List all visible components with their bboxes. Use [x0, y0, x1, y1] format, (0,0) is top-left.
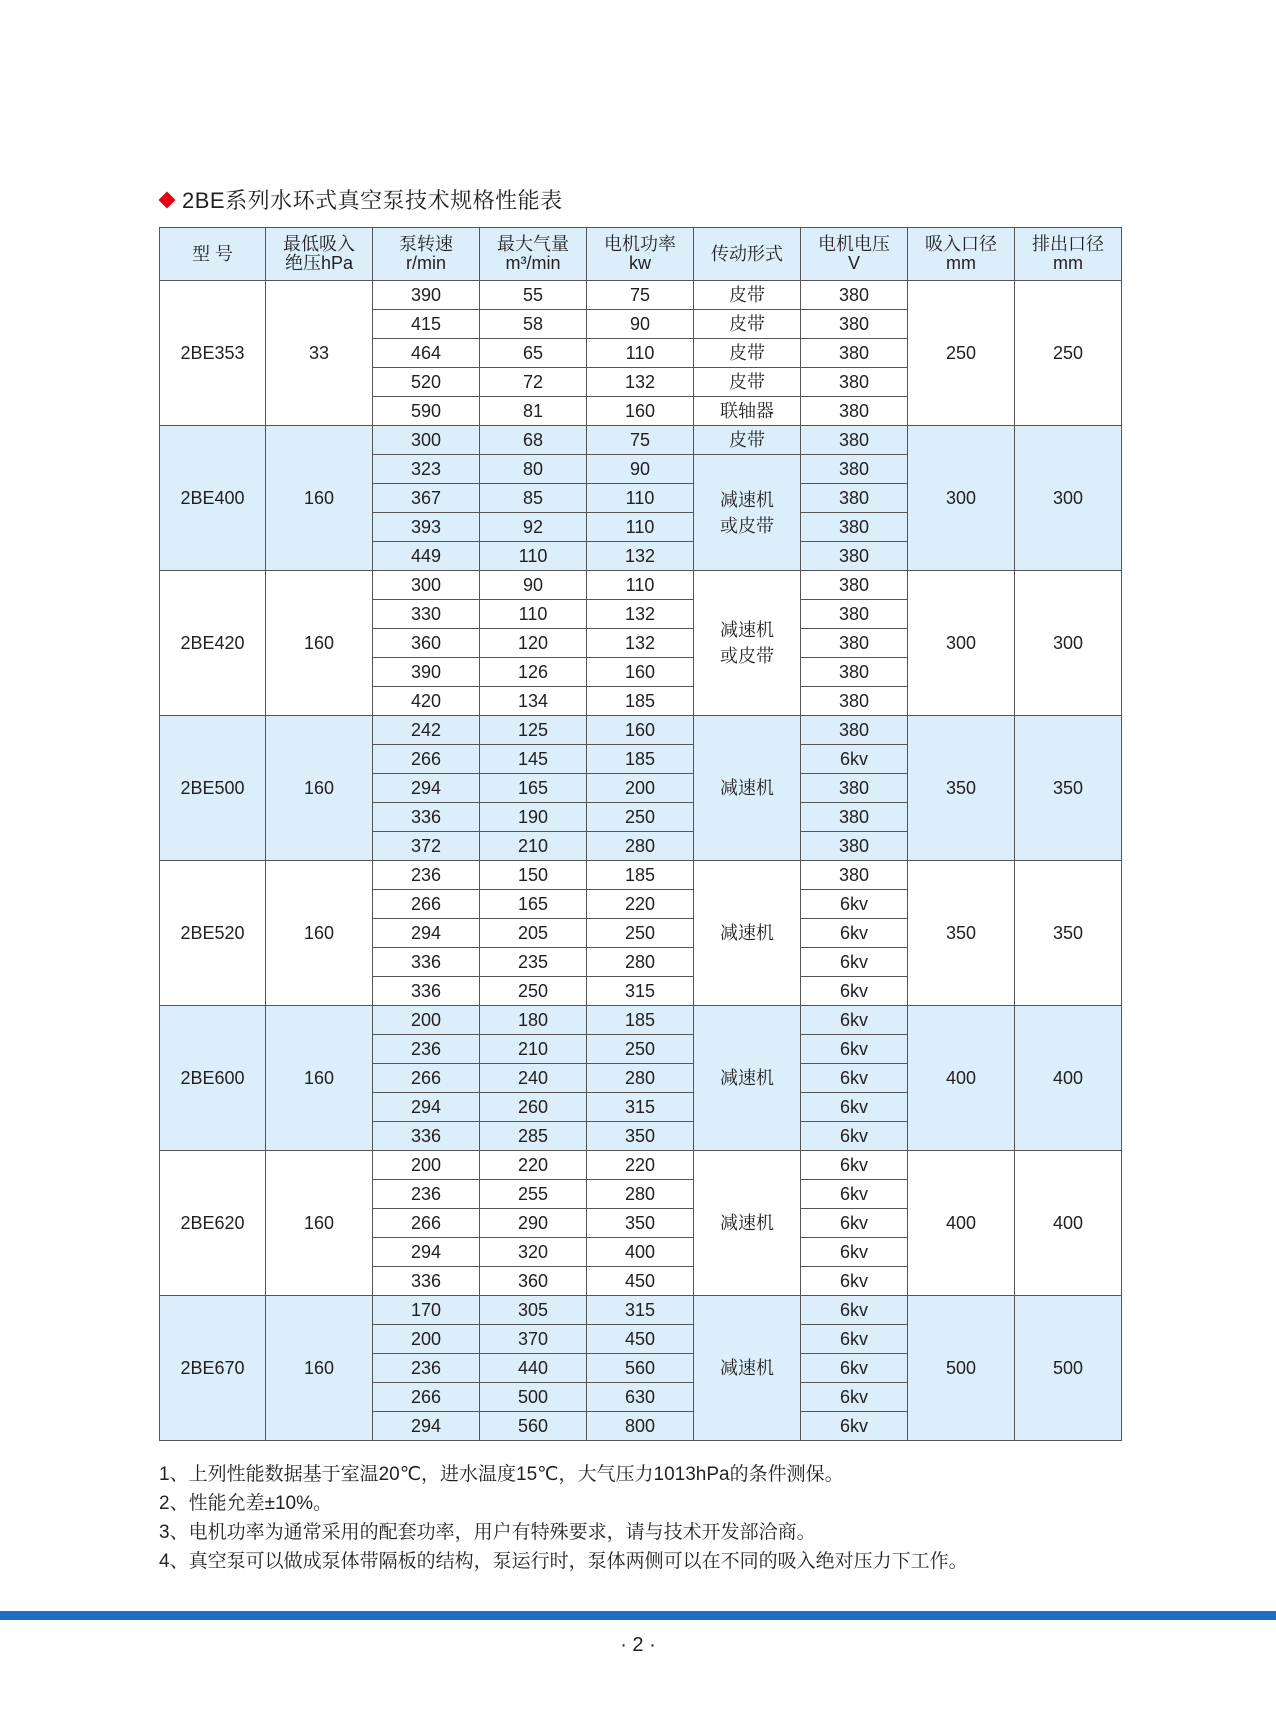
- cell-voltage: 380: [801, 513, 908, 542]
- cell-power: 185: [587, 745, 694, 774]
- cell-flow: 360: [480, 1267, 587, 1296]
- cell-model: 2BE400: [160, 426, 266, 571]
- note-item: 2、性能允差±10%。: [159, 1493, 333, 1514]
- cell-voltage: 380: [801, 629, 908, 658]
- cell-speed: 236: [373, 861, 480, 890]
- cell-voltage: 6kv: [801, 1238, 908, 1267]
- cell-flow: 55: [480, 281, 587, 310]
- model-group: [160, 281, 1122, 426]
- cell-pressure: 160: [266, 1006, 373, 1151]
- cell-speed: 336: [373, 948, 480, 977]
- cell-power: 110: [587, 513, 694, 542]
- cell-drive: [694, 716, 801, 861]
- cell-outlet: 500: [1015, 1296, 1122, 1441]
- cell-voltage: 380: [801, 687, 908, 716]
- cell-voltage: 380: [801, 803, 908, 832]
- header-outlet: 排出口径 mm: [1015, 228, 1122, 281]
- cell-inlet: 400: [908, 1151, 1015, 1296]
- cell-voltage: 380: [801, 484, 908, 513]
- cell-flow: 370: [480, 1325, 587, 1354]
- cell-voltage: 380: [801, 542, 908, 571]
- cell-power: 315: [587, 1093, 694, 1122]
- cell-voltage: 6kv: [801, 919, 908, 948]
- cell-speed: 336: [373, 977, 480, 1006]
- cell-flow: 150: [480, 861, 587, 890]
- cell-flow: 126: [480, 658, 587, 687]
- cell-voltage: 6kv: [801, 1180, 908, 1209]
- cell-outlet: 400: [1015, 1006, 1122, 1151]
- cell-voltage: 6kv: [801, 1122, 908, 1151]
- cell-inlet: 250: [908, 281, 1015, 426]
- cell-drive: [694, 1296, 801, 1441]
- cell-voltage: 6kv: [801, 1267, 908, 1296]
- cell-model: 2BE620: [160, 1151, 266, 1296]
- cell-speed: 294: [373, 1093, 480, 1122]
- header-voltage: 电机电压 V: [801, 228, 908, 281]
- cell-outlet: 300: [1015, 571, 1122, 716]
- cell-speed: 200: [373, 1325, 480, 1354]
- cell-inlet: 500: [908, 1296, 1015, 1441]
- cell-flow: 165: [480, 890, 587, 919]
- cell-voltage: 6kv: [801, 1354, 908, 1383]
- cell-voltage: 380: [801, 861, 908, 890]
- cell-power: 185: [587, 861, 694, 890]
- cell-voltage: 380: [801, 571, 908, 600]
- table-row: [160, 281, 1122, 310]
- cell-inlet: 350: [908, 861, 1015, 1006]
- drive-line: 减速机: [720, 1358, 774, 1378]
- cell-drive: 联轴器: [694, 397, 801, 426]
- cell-power: 220: [587, 890, 694, 919]
- cell-speed: 266: [373, 745, 480, 774]
- spec-table: [159, 227, 1122, 1441]
- cell-flow: 68: [480, 426, 587, 455]
- cell-power: 200: [587, 774, 694, 803]
- cell-flow: 305: [480, 1296, 587, 1325]
- cell-voltage: 6kv: [801, 1383, 908, 1412]
- drive-line: 或皮带: [720, 515, 774, 536]
- note-item: 1、上列性能数据基于室温20℃，进水温度15℃，大气压力1013hPa的条件测保。: [159, 1464, 844, 1485]
- cell-power: 250: [587, 803, 694, 832]
- cell-flow: 560: [480, 1412, 587, 1441]
- cell-inlet: 300: [908, 426, 1015, 571]
- cell-drive: [694, 455, 801, 571]
- cell-voltage: 6kv: [801, 1296, 908, 1325]
- model-group: [160, 1296, 1122, 1441]
- cell-model: 2BE420: [160, 571, 266, 716]
- header-pressure: 最低吸入 绝压hPa: [266, 228, 373, 281]
- model-group: [160, 716, 1122, 861]
- cell-power: 450: [587, 1267, 694, 1296]
- cell-voltage: 380: [801, 397, 908, 426]
- cell-power: 315: [587, 1296, 694, 1325]
- cell-outlet: 300: [1015, 426, 1122, 571]
- cell-pressure: 160: [266, 426, 373, 571]
- cell-voltage: 6kv: [801, 1006, 908, 1035]
- cell-flow: 290: [480, 1209, 587, 1238]
- cell-flow: 80: [480, 455, 587, 484]
- table-title: [158, 184, 563, 215]
- cell-flow: 440: [480, 1354, 587, 1383]
- cell-voltage: 6kv: [801, 977, 908, 1006]
- cell-power: 280: [587, 1180, 694, 1209]
- table-row: [160, 1151, 1122, 1180]
- cell-speed: 236: [373, 1180, 480, 1209]
- cell-voltage: 380: [801, 339, 908, 368]
- header-speed: 泵转速 r/min: [373, 228, 480, 281]
- cell-speed: 464: [373, 339, 480, 368]
- cell-voltage: 380: [801, 774, 908, 803]
- cell-voltage: 380: [801, 600, 908, 629]
- cell-power: 160: [587, 397, 694, 426]
- cell-voltage: 380: [801, 658, 908, 687]
- cell-speed: 266: [373, 890, 480, 919]
- cell-speed: 415: [373, 310, 480, 339]
- cell-power: 315: [587, 977, 694, 1006]
- cell-speed: 266: [373, 1209, 480, 1238]
- cell-flow: 72: [480, 368, 587, 397]
- table-row: [160, 716, 1122, 745]
- cell-flow: 180: [480, 1006, 587, 1035]
- header-model: 型 号: [160, 228, 266, 281]
- cell-model: 2BE670: [160, 1296, 266, 1441]
- cell-power: 132: [587, 600, 694, 629]
- cell-flow: 145: [480, 745, 587, 774]
- cell-power: 185: [587, 687, 694, 716]
- notes: [159, 1460, 968, 1576]
- cell-drive: [694, 1006, 801, 1151]
- cell-power: 280: [587, 948, 694, 977]
- cell-drive: 皮带: [694, 339, 801, 368]
- cell-speed: 590: [373, 397, 480, 426]
- cell-speed: 236: [373, 1035, 480, 1064]
- cell-voltage: 6kv: [801, 1412, 908, 1441]
- cell-pressure: 160: [266, 1151, 373, 1296]
- cell-outlet: 350: [1015, 716, 1122, 861]
- cell-power: 280: [587, 832, 694, 861]
- cell-drive: 皮带: [694, 368, 801, 397]
- cell-power: 90: [587, 310, 694, 339]
- cell-speed: 336: [373, 803, 480, 832]
- cell-speed: 242: [373, 716, 480, 745]
- cell-flow: 110: [480, 600, 587, 629]
- cell-flow: 210: [480, 1035, 587, 1064]
- table-header-row: [160, 228, 1122, 281]
- cell-voltage: 6kv: [801, 1209, 908, 1238]
- model-group: [160, 861, 1122, 1006]
- cell-power: 90: [587, 455, 694, 484]
- drive-line: 或皮带: [720, 646, 774, 666]
- cell-voltage: 380: [801, 716, 908, 745]
- cell-speed: 200: [373, 1151, 480, 1180]
- cell-speed: 294: [373, 1412, 480, 1441]
- cell-drive: [694, 571, 801, 716]
- table-title-text: 2BE系列水环式真空泵技术规格性能表: [182, 188, 563, 213]
- cell-power: 75: [587, 426, 694, 455]
- cell-flow: 240: [480, 1064, 587, 1093]
- header-drive: 传动形式: [694, 228, 801, 281]
- cell-power: 110: [587, 339, 694, 368]
- cell-pressure: 33: [266, 281, 373, 426]
- drive-line: 减速机: [720, 489, 774, 510]
- cell-power: 280: [587, 1064, 694, 1093]
- cell-drive: 皮带: [694, 281, 801, 310]
- table-row: [160, 571, 1122, 600]
- cell-power: 110: [587, 484, 694, 513]
- cell-power: 132: [587, 629, 694, 658]
- note-item: 4、真空泵可以做成泵体带隔板的结构，泵运行时，泵体两侧可以在不同的吸入绝对压力下工作。: [159, 1551, 968, 1572]
- cell-flow: 110: [480, 542, 587, 571]
- cell-voltage: 6kv: [801, 1064, 908, 1093]
- cell-power: 75: [587, 281, 694, 310]
- cell-voltage: 380: [801, 310, 908, 339]
- cell-power: 160: [587, 658, 694, 687]
- cell-flow: 120: [480, 629, 587, 658]
- cell-speed: 520: [373, 368, 480, 397]
- cell-model: 2BE600: [160, 1006, 266, 1151]
- cell-voltage: 6kv: [801, 745, 908, 774]
- cell-pressure: 160: [266, 571, 373, 716]
- cell-speed: 170: [373, 1296, 480, 1325]
- table-row: [160, 861, 1122, 890]
- cell-outlet: 400: [1015, 1151, 1122, 1296]
- cell-power: 185: [587, 1006, 694, 1035]
- cell-speed: 336: [373, 1122, 480, 1151]
- cell-speed: 294: [373, 919, 480, 948]
- cell-model: 2BE353: [160, 281, 266, 426]
- cell-outlet: 350: [1015, 861, 1122, 1006]
- cell-inlet: 400: [908, 1006, 1015, 1151]
- cell-speed: 449: [373, 542, 480, 571]
- model-group: [160, 1151, 1122, 1296]
- cell-voltage: 6kv: [801, 1035, 908, 1064]
- model-group: [160, 1006, 1122, 1151]
- cell-speed: 266: [373, 1383, 480, 1412]
- cell-pressure: 160: [266, 861, 373, 1006]
- drive-line: 减速机: [720, 1213, 774, 1233]
- cell-power: 110: [587, 571, 694, 600]
- cell-outlet: 250: [1015, 281, 1122, 426]
- cell-drive: [694, 861, 801, 1006]
- table-row: [160, 1296, 1122, 1325]
- cell-flow: 65: [480, 339, 587, 368]
- drive-line: 减速机: [720, 923, 774, 943]
- cell-voltage: 380: [801, 832, 908, 861]
- cell-drive: [694, 1151, 801, 1296]
- model-group: [160, 426, 1122, 571]
- cell-flow: 260: [480, 1093, 587, 1122]
- cell-flow: 320: [480, 1238, 587, 1267]
- cell-flow: 92: [480, 513, 587, 542]
- drive-line: 减速机: [720, 778, 774, 798]
- cell-speed: 330: [373, 600, 480, 629]
- cell-speed: 393: [373, 513, 480, 542]
- cell-voltage: 6kv: [801, 890, 908, 919]
- model-group: [160, 571, 1122, 716]
- cell-voltage: 6kv: [801, 1093, 908, 1122]
- note-item: 3、电机功率为通常采用的配套功率，用户有特殊要求，请与技术开发部洽商。: [159, 1522, 816, 1543]
- cell-voltage: 380: [801, 368, 908, 397]
- cell-flow: 90: [480, 571, 587, 600]
- cell-flow: 255: [480, 1180, 587, 1209]
- header-flow: 最大气量 m³/min: [480, 228, 587, 281]
- cell-speed: 390: [373, 658, 480, 687]
- cell-pressure: 160: [266, 1296, 373, 1441]
- cell-power: 160: [587, 716, 694, 745]
- cell-inlet: 300: [908, 571, 1015, 716]
- cell-power: 132: [587, 542, 694, 571]
- page-number: · 2 ·: [620, 1634, 656, 1656]
- cell-model: 2BE520: [160, 861, 266, 1006]
- cell-voltage: 380: [801, 281, 908, 310]
- header-power: 电机功率 kw: [587, 228, 694, 281]
- cell-power: 220: [587, 1151, 694, 1180]
- cell-power: 400: [587, 1238, 694, 1267]
- cell-flow: 250: [480, 977, 587, 1006]
- cell-power: 132: [587, 368, 694, 397]
- cell-flow: 134: [480, 687, 587, 716]
- cell-flow: 58: [480, 310, 587, 339]
- cell-power: 560: [587, 1354, 694, 1383]
- cell-voltage: 380: [801, 455, 908, 484]
- cell-speed: 300: [373, 571, 480, 600]
- cell-flow: 205: [480, 919, 587, 948]
- cell-speed: 420: [373, 687, 480, 716]
- cell-flow: 500: [480, 1383, 587, 1412]
- cell-voltage: 6kv: [801, 948, 908, 977]
- table-row: [160, 426, 1122, 455]
- cell-voltage: 6kv: [801, 1325, 908, 1354]
- cell-power: 250: [587, 919, 694, 948]
- cell-flow: 210: [480, 832, 587, 861]
- cell-speed: 390: [373, 281, 480, 310]
- cell-flow: 85: [480, 484, 587, 513]
- cell-flow: 81: [480, 397, 587, 426]
- cell-drive: 皮带: [694, 310, 801, 339]
- cell-speed: 323: [373, 455, 480, 484]
- cell-flow: 165: [480, 774, 587, 803]
- drive-line: 减速机: [720, 620, 774, 640]
- cell-flow: 125: [480, 716, 587, 745]
- cell-power: 350: [587, 1122, 694, 1151]
- cell-flow: 220: [480, 1151, 587, 1180]
- header-inlet: 吸入口径 mm: [908, 228, 1015, 281]
- cell-speed: 300: [373, 426, 480, 455]
- cell-power: 350: [587, 1209, 694, 1238]
- cell-flow: 235: [480, 948, 587, 977]
- cell-speed: 336: [373, 1267, 480, 1296]
- cell-pressure: 160: [266, 716, 373, 861]
- cell-power: 250: [587, 1035, 694, 1064]
- cell-speed: 200: [373, 1006, 480, 1035]
- cell-flow: 285: [480, 1122, 587, 1151]
- cell-model: 2BE500: [160, 716, 266, 861]
- footer-bar: [0, 1611, 1276, 1620]
- table-row: [160, 1006, 1122, 1035]
- cell-flow: 190: [480, 803, 587, 832]
- cell-speed: 367: [373, 484, 480, 513]
- diamond-bullet-icon: [159, 191, 176, 208]
- cell-speed: 294: [373, 1238, 480, 1267]
- cell-voltage: 380: [801, 426, 908, 455]
- cell-speed: 372: [373, 832, 480, 861]
- cell-voltage: 6kv: [801, 1151, 908, 1180]
- cell-drive: 皮带: [694, 426, 801, 455]
- drive-line: 减速机: [720, 1068, 774, 1088]
- cell-speed: 236: [373, 1354, 480, 1383]
- cell-speed: 360: [373, 629, 480, 658]
- cell-power: 630: [587, 1383, 694, 1412]
- cell-speed: 266: [373, 1064, 480, 1093]
- cell-inlet: 350: [908, 716, 1015, 861]
- cell-power: 800: [587, 1412, 694, 1441]
- cell-power: 450: [587, 1325, 694, 1354]
- cell-speed: 294: [373, 774, 480, 803]
